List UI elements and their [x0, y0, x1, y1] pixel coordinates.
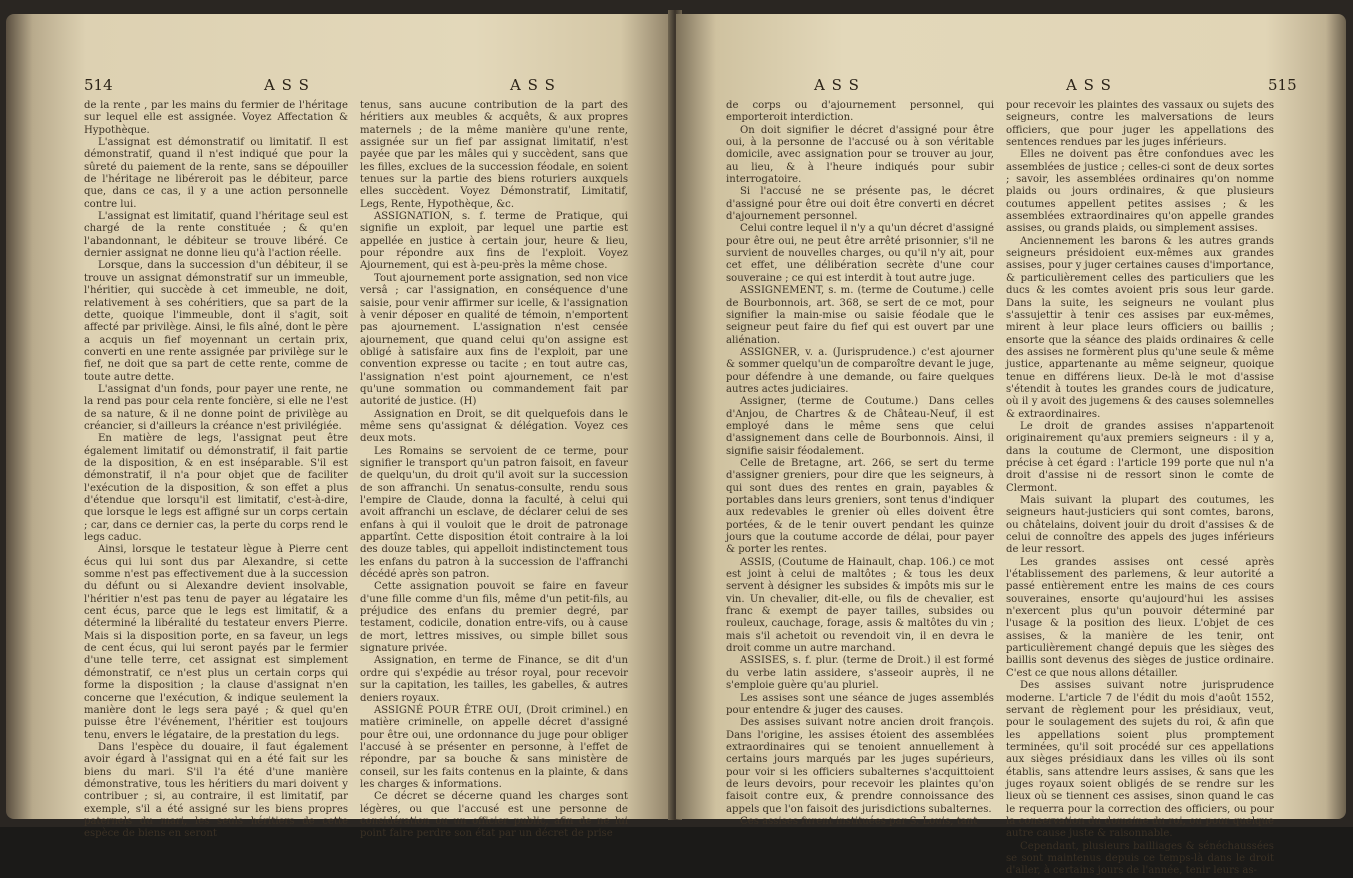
paragraph: Assignation, en terme de Finance, se dit d'un ordre qui s'expédie au trésor royal, pour recevoir sur la capitation, les tailles, les gabelles, & autres deniers royaux.: [360, 655, 628, 704]
left-page: [6, 14, 674, 840]
paragraph: Celui contre lequel il n'y a qu'un décret d'assigné pour être oui, ne peut être arrêté prisonnier, s'il ne survient de nouvelles charges, ou qu'il n'y ait, pour cet effet, une délibération secrète d'une cour souveraine ; ce qui est interdit à tout autre juge.: [726, 223, 994, 284]
running-head: A S S: [814, 76, 860, 94]
paragraph: Le droit de grandes assises n'appartenoit originairement qu'aux premiers seigneurs : il y a, dans la coutume de Clermont, une disposition précise à cet égard : l'article 199 porte que nul n'a droit d'assise ni de ressort sinon le comte de Clermont.: [1006, 420, 1274, 494]
paragraph: Assigner, (terme de Coutume.) Dans celles d'Anjou, de Chartres & de Château-Neuf, il est employé dans le même sens que celui d'assignement dans celle de Bourbonnois. Ainsi, il signifie saisir féodalement.: [726, 396, 994, 457]
paragraph: tenus, sans aucune contribution de la part des héritiers aux meubles & acquêts, & aux propres maternels ; de la même manière qu'une rente, assignée sur un fief par assignat limitatif, n'est payée que par les mâles qui y succèdent, sans que les filles, exclues de la succession féodale, en soient tenues sur la partie des biens roturiers auxquels elles succèdent. Voyez Démonstratif, Limitatif, Legs, Rente, Hypothèque, &c.: [360, 100, 628, 210]
paragraph: ASSIGNEMENT, s. m. (terme de Coutume.) celle de Bourbonnois, art. 368, se sert de ce mot, pour signifier la main-mise ou saisie féodale que le seigneur peut faire du fief qui est ouvert par une aliénation.: [726, 285, 994, 346]
page-number: 514: [84, 76, 113, 94]
paragraph: de corps ou d'ajournement personnel, qui emporteroit interdiction.: [726, 100, 994, 124]
paragraph: Ces assises furent instituées par S. Louis, tant: [740, 815, 978, 827]
paragraph: ASSIGNATION, s. f. terme de Pratique, qui signifie un exploit, par lequel une partie est appellée en justice à certain jour, heure & lieu, pour répondre aux fins de l'exploit. Voyez Ajournement, qui est à-peu-près la même chose.: [360, 211, 628, 272]
paragraph: Les Romains se servoient de ce terme, pour signifier le transport qu'un patron faisoit, en faveur de quelqu'un, du droit qu'il avoit sur la succession de son affranchi. Un senatus-consulte, rendu sous l'empire de Claude, donna la faculté, à celui qui avoit affranchi un esclave, de déclarer celui de ses enfans à qui il vouloit que le droit de patronage appartînt. Cette disposition étoit contraire à la loi des douze tables, qui appelloit indistinctement tous les enfans du patron à la succession de l'affranchi décédé après son patron.: [360, 445, 628, 581]
paragraph: On doit signifier le décret d'assigné pour être oui, à la personne de l'accusé ou à son véritable domicile, avec assignation pour se trouver au jour, au lieu, & à l'heure indiqués pour subir interrogatoire.: [726, 124, 994, 186]
paragraph: Ainsi, lorsque le testateur lègue à Pierre cent écus qui lui sont dus par Alexandre, si cette somme n'est pas effectivement due à la succession du défunt ou si Alexandre devient insolvable, l'héritier n'est pas tenu de payer au légataire les cent écus, parce que le legs est limitatif, & a déterminé la libéralité du testateur envers Pierre. Mais si la disposition porte, en sa faveur, un legs de cent écus, qui lui seront payés par le fermier d'une telle terre, cet assignat est simplement démonstratif, ce n'est plus un certain corps qui forme la disposition ; la clause d'assignat n'en concerne que l'exécution, & indique seulement la manière dont le legs sera payé ; & quel qu'en puisse être l'événement, l'héritier est toujours tenu, envers le légataire, de la prestation du legs.: [84, 544, 348, 741]
paragraph: Des assises suivant notre ancien droit françois. Dans l'origine, les assises étoient des assemblées extraordinaires qui se tenoient annuellement à certains jours marqués par les juges supérieurs, pour voir si les officiers subalternes s'acquittoient de leurs devoirs, pour recevoir les plaintes qu'on faisoit contre eux, & prendre connoissance des appels que l'on faisoit des jurisdictions subalternes.: [726, 717, 994, 815]
paragraph: Si l'accusé ne se présente pas, le décret d'assigné pour être oui doit être converti en décret d'ajournement personnel.: [726, 186, 994, 223]
right-page: [676, 14, 1346, 877]
paragraph: de la rente , par les mains du fermier de l'héritage sur lequel elle est assignée. Voyez Affectation & Hypothèque.: [84, 100, 348, 136]
paragraph: Les grandes assises ont cessé après l'établissement des parlemens, & leur autorité a passé entièrement entre les mains de ces cours souveraines, ensorte qu'aujourd'hui les assises n'exercent plus qu'un pouvoir déterminé par l'usage & la position des lieux. L'objet de ces assises, & la manière de les tenir, ont particulièrement changé depuis que les sièges des baillis sont devenus des sièges de justice ordinaire. C'est ce que nous allons détailler.: [1006, 556, 1274, 679]
paragraph: L'assignat d'un fonds, pour payer une rente, ne la rend pas pour cela rente foncière, si elle ne l'est de sa nature, & il ne donne point de privilège au créancier, si d'ailleurs la créance n'est privilégiée.: [84, 383, 348, 432]
paragraph: ASSIGNER, v. a. (Jurisprudence.) c'est ajourner & sommer quelqu'un de comparoître devant le juge, pour défendre à une demande, ou faire quelques autres actes judiciaires.: [726, 346, 994, 395]
running-head-right: A S S: [510, 76, 556, 94]
paragraph: Celle de Bretagne, art. 266, se sert du terme d'assigner greniers, pour dire que les seigneurs, à qui sont dues des rentes en grain, payables & portables dans leurs greniers, sont tenus d'indiquer aux redevables le grenier où elles doivent être portées, & de le tenir ouvert pendant les quinze jours que la coutume accorde de délai, pour payer & porter les rentes.: [726, 457, 994, 556]
running-head: A S S: [264, 76, 310, 94]
paragraph: Les assises sont une séance de juges assemblés pour entendre & juger des causes.: [726, 692, 994, 716]
paragraph: Dans l'espèce du douaire, il faut également avoir égard à l'assignat qui en a été fait sur les biens du mari. S'il l'a été d'une manière démonstrative, tous les héritiers du mari doivent y contribuer ; si, au contraire, il est limitatif, par exemple, s'il a été assigné sur les biens propres paternels du mari, les seuls héritiers de cette espèce de biens en seront: [84, 741, 348, 840]
paragraph: L'assignat est limitatif, quand l'héritage seul est chargé de la rente constituée ; & qu'en l'abandonnant, le débiteur se trouve libéré. Ce dernier assignat ne donne lieu qu'à l'action réelle.: [84, 211, 348, 260]
paragraph: Mais suivant la plupart des coutumes, les seigneurs haut-justiciers qui sont comtes, barons, ou châtelains, doivent jouir du droit d'assises & de celui de connoître des appels des juges inférieurs de leur ressort.: [1006, 495, 1274, 556]
paragraph: L'assignat est démonstratif ou limitatif. Il est démonstratif, quand il n'est indiqué que pour la sûreté du paiement de la rente, sans se dépouiller de l'héritage ne libéreroit pas le débiteur, parce que, dans ce cas, il y a une action personnelle contre lui.: [84, 137, 348, 210]
paragraph: Elles ne doivent pas être confondues avec les assemblées de justice ; celles-ci sont de deux sortes ; savoir, les assemblées ordinaires qu'on nomme plaids ou jours ordinaires, & que plusieurs coutumes appellent petites assises ; & les assemblées extraordinaires qu'on appelle grandes assises, ou grands plaids, ou simplement assises.: [1006, 149, 1274, 235]
paragraph: Des assises suivant notre jurisprudence moderne. L'article 7 de l'édit du mois d'août 1552, servant de règlement pour les présidiaux, veut, pour le soulagement des sujets du roi, & afin que les appellations soient plus promptement terminées, qu'il soit procédé sur ces appellations aux sièges présidiaux dans les villes où ils sont établis, sans attendre leurs assises, & sans que les juges royaux soient obligés de se rendre sur les lieux où se tiennent ces assises, sinon quand le cas le requerra pour la correction des officiers, ou pour la conservation du domaine du roi, ou pour quelque autre cause juste & raisonnable.: [1006, 680, 1274, 840]
paragraph: Lorsque, dans la succession d'un débiteur, il se trouve un assignat démonstratif sur un immeuble, l'héritier, qui succède à cet immeuble, ne doit, relativement à ses cohéritiers, que sa part de la dette, quoique l'immeuble, dont il s'agit, soit affecté par privilège. Ainsi, le fils aîné, dont le père a acquis un fief moyennant un certain prix, converti en une rente assignée par privilège sur le fief, ne doit que sa part de cette rente, comme de toute autre dette.: [84, 260, 348, 383]
left-column-a: [84, 100, 348, 840]
paragraph: ASSIGNÉ POUR ÊTRE OUI, (Droit criminel.) en matière criminelle, on appelle décret d'assigné pour être oui, une ordonnance du juge pour obliger l'accusé à se présenter en personne, à l'effet de répondre, par sa bouche & sans ministère de conseil, sur les faits contenus en la plainte, & dans les charges & informations.: [360, 704, 628, 790]
right-column-b: [1006, 100, 1274, 877]
left-column-b: [360, 100, 628, 840]
page-number: 515: [1268, 76, 1297, 94]
paragraph: Anciennement les barons & les autres grands seigneurs présidoient eux-mêmes aux grandes assises, pour y juger certaines causes d'importance, & particulièrement celles des particuliers que les ducs & les comtes avoient pris sous leur garde. Dans la suite, les seigneurs ne voulant plus s'assujettir à tenir ces assises par eux-mêmes, mirent à leur place leurs officiers ou baillis ; ensorte que la séance des plaids ordinaires & celle des assises ne formèrent plus qu'une seule & même justice, appartenante au même seigneur, quoique tenue en différens lieux. De-là le mot d'assise s'étendit à toutes les grandes cours de judicature, où il y avoit des jugemens & des causes solemnelles & extraordinaires.: [1006, 235, 1274, 420]
paragraph: En matière de legs, l'assignat peut être également limitatif ou démonstratif, il fait partie de la disposition, & en est inséparable. S'il est démonstratif, il n'a pour objet que de faciliter l'exécution de la disposition, & son effet a plus d'étendue que lorsqu'il est limitatif, c'est-à-dire, que lorsque le legs est affigné sur un corps certain ; car, dans ce dernier cas, la perte du corps rend le legs caduc.: [84, 433, 348, 544]
right-column-a: [726, 100, 994, 827]
paragraph: Cette assignation pouvoit se faire en faveur d'une fille comme d'un fils, même d'un petit-fils, au préjudice des enfans du premier degré, par testament, codicile, donation entre-vifs, ou à cause de mort, lettres missives, ou simple billet sous signature privée.: [360, 581, 628, 655]
paragraph: ASSISES, s. f. plur. (terme de Droit.) il est formé du verbe latin assidere, s'asseoir auprès, il ne s'emploie guère qu'au pluriel.: [726, 655, 994, 692]
paragraph: Ce décret se décerne quand les charges sont légères, ou que l'accusé est une personne de considération ou un officier public, afin de ne lui point faire perdre son état par un décret de prise: [360, 791, 628, 840]
running-head-right: A S S: [1066, 76, 1112, 94]
paragraph: ASSIS, (Coutume de Hainault, chap. 106.) ce mot est joint à celui de maltôtes ; & tous les deux servent à désigner les subsides & impôts mis sur le vin. Un chevalier, dit-elle, ou fils de chevalier, est franc & exempt de payer tailles, subsides ou rouleux, cauchage, forage, assis & maltôtes du vin ; mais s'il achetoit ou revendoit vin, il en devra le droit comme un autre marchand.: [726, 556, 994, 655]
paragraph: Tout ajournement porte assignation, sed non vice versâ ; car l'assignation, en conséquence d'une saisie, pour venir affirmer sur icelle, & l'assignation à venir déposer en qualité de témoin, n'emportent pas ajournement. L'assignation n'est censée ajournement, que quand celui qu'on assigne est obligé à satisfaire aux fins de l'exploit, par une convention expresse ou tacite ; en tout autre cas, l'assignation n'est point ajournement, ce n'est qu'une sommation ou commandement fait par autorité de justice. (H): [360, 272, 628, 408]
paragraph: Assignation en Droit, se dit quelquefois dans le même sens qu'assignat & délégation. Voyez ces deux mots.: [360, 408, 628, 445]
paragraph: Cependant, plusieurs bailliages & sénéchaussées se sont maintenus depuis ce temps-là dans le droit d'aller, à certains jours de l'année, tenir leurs as-: [1006, 840, 1274, 877]
paragraph: pour recevoir les plaintes des vassaux ou sujets des seigneurs, contre les malversations de leurs officiers, que pour juger les appellations des sentences rendues par les juges inférieurs.: [1006, 100, 1274, 149]
